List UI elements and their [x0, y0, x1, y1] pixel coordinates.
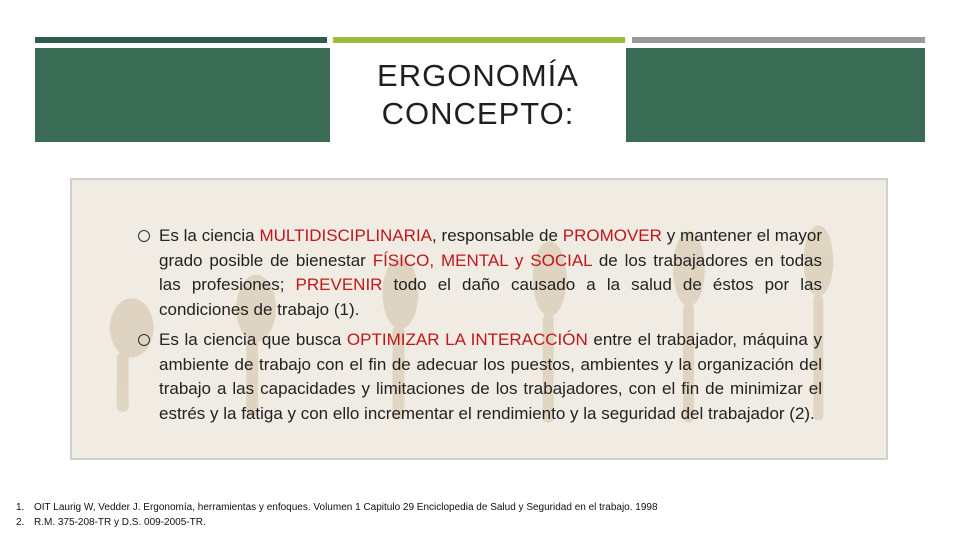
bullet-1-text-b: , responsable de	[432, 226, 563, 245]
reference-number: 2.	[16, 517, 25, 528]
bullet-2-text-a: Es la ciencia que busca	[159, 330, 347, 349]
reference-item-2	[16, 515, 916, 530]
bullet-1-highlight-multidisciplinaria: MULTIDISCIPLINARIA	[259, 226, 433, 245]
reference-item-1	[16, 500, 916, 515]
slide-title-line-2: CONCEPTO:	[381, 96, 575, 131]
content-box	[70, 178, 888, 460]
references	[16, 500, 916, 530]
bullet-1-text-d: de los trabajadores en todas las profesiones;	[159, 250, 822, 294]
bullet-item-1	[138, 224, 822, 322]
hollow-circle-bullet-icon	[138, 230, 150, 242]
top-bar-light-green	[333, 37, 625, 43]
top-bar-dark-green	[35, 37, 327, 43]
reference-text: OIT Laurig W, Vedder J. Ergonomía, herramientas y enfoques. Volumen 1 Capitulo 29 Enciclopedia de Salud y Seguridad en el trabajo. 1998	[34, 502, 658, 513]
bullet-2-highlight-optimizar: OPTIMIZAR LA INTERACCIÓN	[346, 330, 588, 349]
bullet-2-text-b: entre el trabajador, máquina y ambiente de trabajo con el fin de adecuar los puestos, ambientes y la organización del trabajo a las capacidades y limitaciones de los trabajadores, con el fin de minimizar el estrés y la fatiga y con ello incrementar el rendimiento y la seguridad del trabajador (2).	[159, 330, 822, 423]
reference-text: R.M. 375-208-TR y D.S. 009-2005-TR.	[34, 517, 206, 528]
bullet-1-text-a: Es la ciencia	[159, 226, 260, 245]
bullet-1-text-e: todo el daño causado a la salud de éstos por las condiciones de trabajo (1).	[159, 275, 822, 319]
bullet-1-highlight-promover: PROMOVER	[562, 226, 662, 245]
bullet-item-2	[138, 328, 822, 426]
title-box	[330, 48, 626, 142]
top-bar-gray	[632, 37, 925, 43]
hollow-circle-bullet-icon	[138, 334, 150, 346]
bullet-1-text-c: y mantener el mayor grado posible de bienestar	[159, 226, 822, 270]
bullet-1-highlight-prevenir: PREVENIR	[295, 275, 383, 294]
slide-title-line-1: ERGONOMÍA	[377, 58, 579, 93]
bullet-list	[138, 224, 822, 432]
bullet-1-highlight-bienestar: FÍSICO, MENTAL y SOCIAL	[372, 250, 592, 270]
reference-number: 1.	[16, 502, 25, 513]
